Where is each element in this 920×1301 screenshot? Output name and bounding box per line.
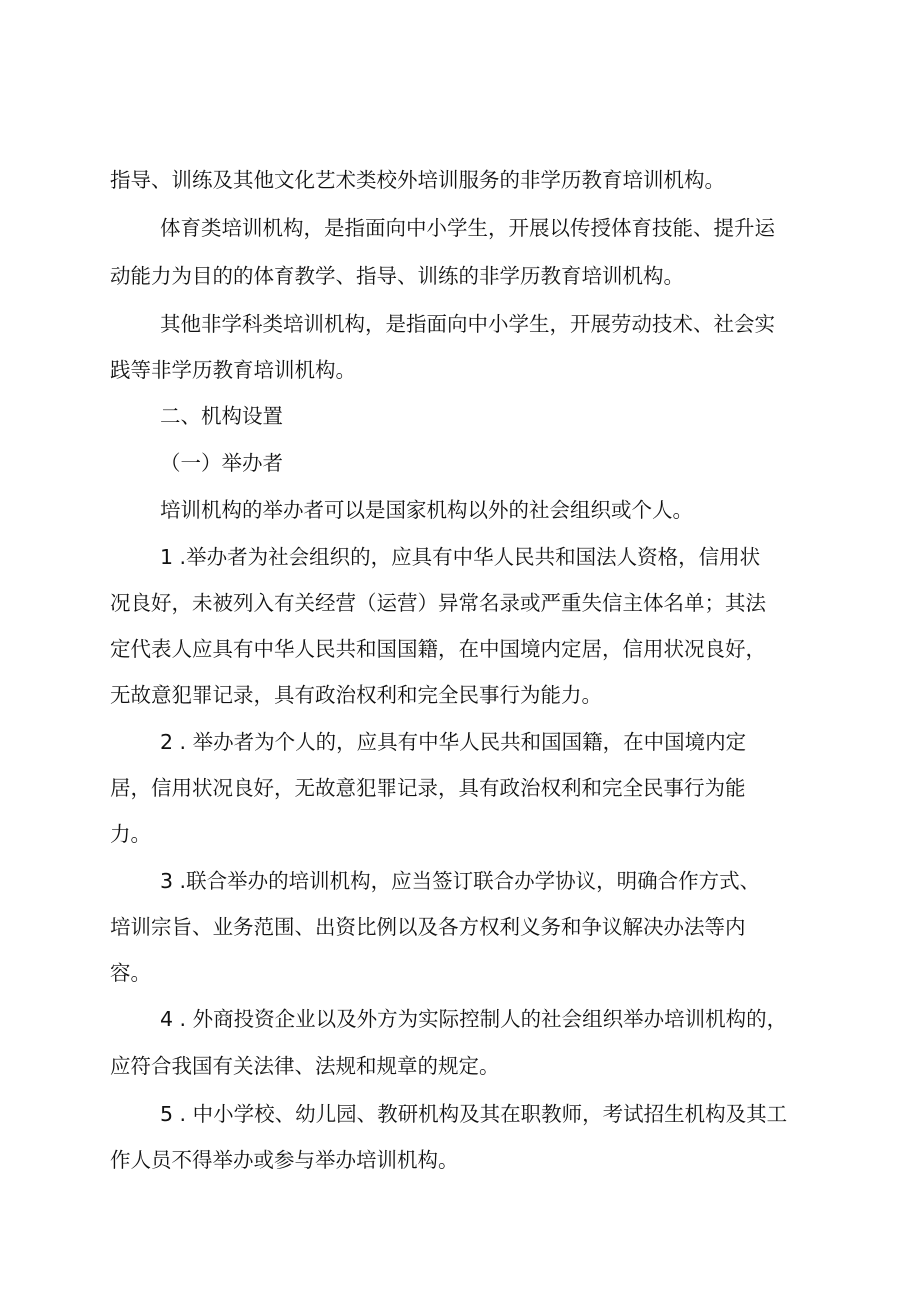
list-item-line: 作人员不得举办或参与举办培训机构。 (110, 1148, 459, 1172)
list-item-line: 无故意犯罪记录，具有政治权利和完全民事行为能力。 (110, 683, 602, 707)
list-item-line: 4 . 外商投资企业以及外方为实际控制人的社会组织举办培训机构的， (160, 1007, 788, 1031)
list-item-line: 1 .举办者为社会组织的，应具有中华人民共和国法人资格，信用状 (160, 545, 761, 569)
list-item-line: 5 . 中小学校、幼儿园、教研机构及其在职教师，考试招生机构及其工 (160, 1102, 788, 1126)
list-item-line: 容。 (110, 961, 151, 985)
list-item-line: 居，信用状况良好，无故意犯罪记录，具有政治权利和完全民事行为能 (110, 776, 746, 800)
paragraph-line: 指导、训练及其他文化艺术类校外培训服务的非学历教育培训机构。 (110, 168, 725, 192)
paragraph-line: 践等非学历教育培训机构。 (110, 358, 356, 382)
paragraph-line: 培训机构的举办者可以是国家机构以外的社会组织或个人。 (160, 498, 693, 522)
paragraph-line: 动能力为目的的体育教学、指导、训练的非学历教育培训机构。 (110, 264, 684, 288)
list-item-line: 应符合我国有关法律、法规和规章的规定。 (110, 1054, 500, 1078)
subsection-heading: （一）举办者 (160, 451, 283, 475)
list-item-line: 3 .联合举办的培训机构，应当签订联合办学协议，明确合作方式、 (160, 869, 761, 893)
paragraph-line: 体育类培训机构，是指面向中小学生，开展以传授体育技能、提升运 (160, 216, 775, 240)
list-item-line: 2 . 举办者为个人的，应具有中华人民共和国国籍，在中国境内定 (160, 730, 747, 754)
list-item-line: 培训宗旨、业务范围、出资比例以及各方权利义务和争议解决办法等内 (110, 915, 746, 939)
section-heading: 二、机构设置 (160, 404, 283, 428)
paragraph-line: 其他非学科类培训机构，是指面向中小学生，开展劳动技术、社会实 (160, 312, 775, 336)
list-item-line: 况良好，未被列入有关经营（运营）异常名录或严重失信主体名单；其法 (110, 591, 766, 615)
list-item-line: 定代表人应具有中华人民共和国国籍，在中国境内定居，信用状况良好， (110, 637, 766, 661)
list-item-line: 力。 (110, 822, 151, 846)
